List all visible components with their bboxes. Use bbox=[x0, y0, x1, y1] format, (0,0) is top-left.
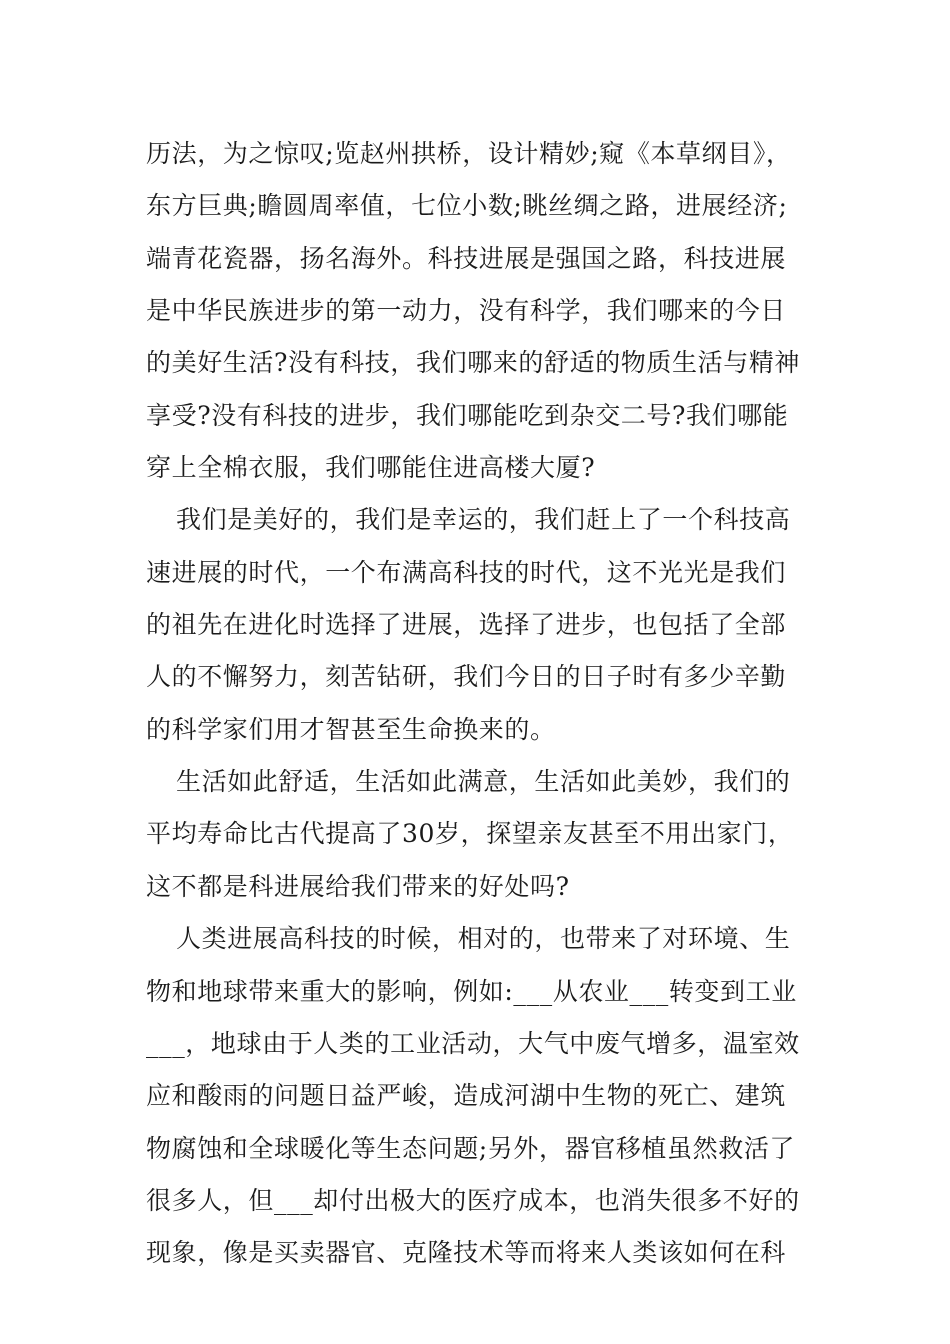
body-text bbox=[146, 128, 810, 1280]
text-line: 很多人，但___却付出极大的医疗成本，也消失很多不好的 bbox=[146, 1185, 800, 1215]
paragraph-start-line: 人类进展高科技的时候，相对的，也带来了对环境、生 bbox=[176, 924, 791, 954]
text-line: 是中华民族进步的第一动力，没有科学，我们哪来的今日 bbox=[146, 296, 787, 326]
text-line: 东方巨典;瞻圆周率值，七位小数;眺丝绸之路，进展经济; bbox=[146, 191, 788, 221]
text-line: 的美好生活?没有科技，我们哪来的舒适的物质生活与精神 bbox=[146, 348, 801, 378]
text-line: 物腐蚀和全球暖化等生态问题;另外，器官移植虽然救活了 bbox=[146, 1133, 796, 1163]
text-line: 的科学家们用才智甚至生命换来的。 bbox=[146, 714, 556, 744]
text-line: 穿上全棉衣服，我们哪能住进高楼大厦? bbox=[146, 453, 596, 483]
text-line: 享受?没有科技的进步，我们哪能吃到杂交二号?我们哪能 bbox=[146, 400, 789, 430]
text-line: ___，地球由于人类的工业活动，大气中废气增多，温室效 bbox=[146, 1028, 800, 1058]
text-line: 人的不懈努力，刻苦钻研，我们今日的日子时有多少辛勤 bbox=[146, 662, 787, 692]
text-line: 应和酸雨的问题日益严峻，造成河湖中生物的死亡、建筑 bbox=[146, 1081, 787, 1111]
text-line: 平均寿命比古代提高了30岁，探望亲友甚至不用出家门， bbox=[146, 819, 794, 849]
text-line: 物和地球带来重大的影响，例如:___从农业___转变到工业 bbox=[146, 976, 797, 1006]
text-line: 的祖先在进化时选择了进展，选择了进步，也包括了全部 bbox=[146, 610, 787, 640]
text-line: 历法，为之惊叹;览赵州拱桥，设计精妙;窥《本草纲目》， bbox=[146, 139, 792, 168]
text-line: 端青花瓷器，扬名海外。科技进展是强国之路，科技进展 bbox=[146, 243, 787, 273]
text-line: 现象，像是买卖器官、克隆技术等而将来人类该如何在科 bbox=[146, 1238, 787, 1268]
paragraph-start-line: 我们是美好的，我们是幸运的，我们赶上了一个科技高 bbox=[176, 505, 791, 535]
paragraph-start-line: 生活如此舒适，生活如此满意，生活如此美妙，我们的 bbox=[176, 767, 791, 797]
text-line: 这不都是科进展给我们带来的好处吗? bbox=[146, 871, 570, 901]
text-line: 速进展的时代，一个布满高科技的时代，这不光光是我们 bbox=[146, 557, 787, 587]
